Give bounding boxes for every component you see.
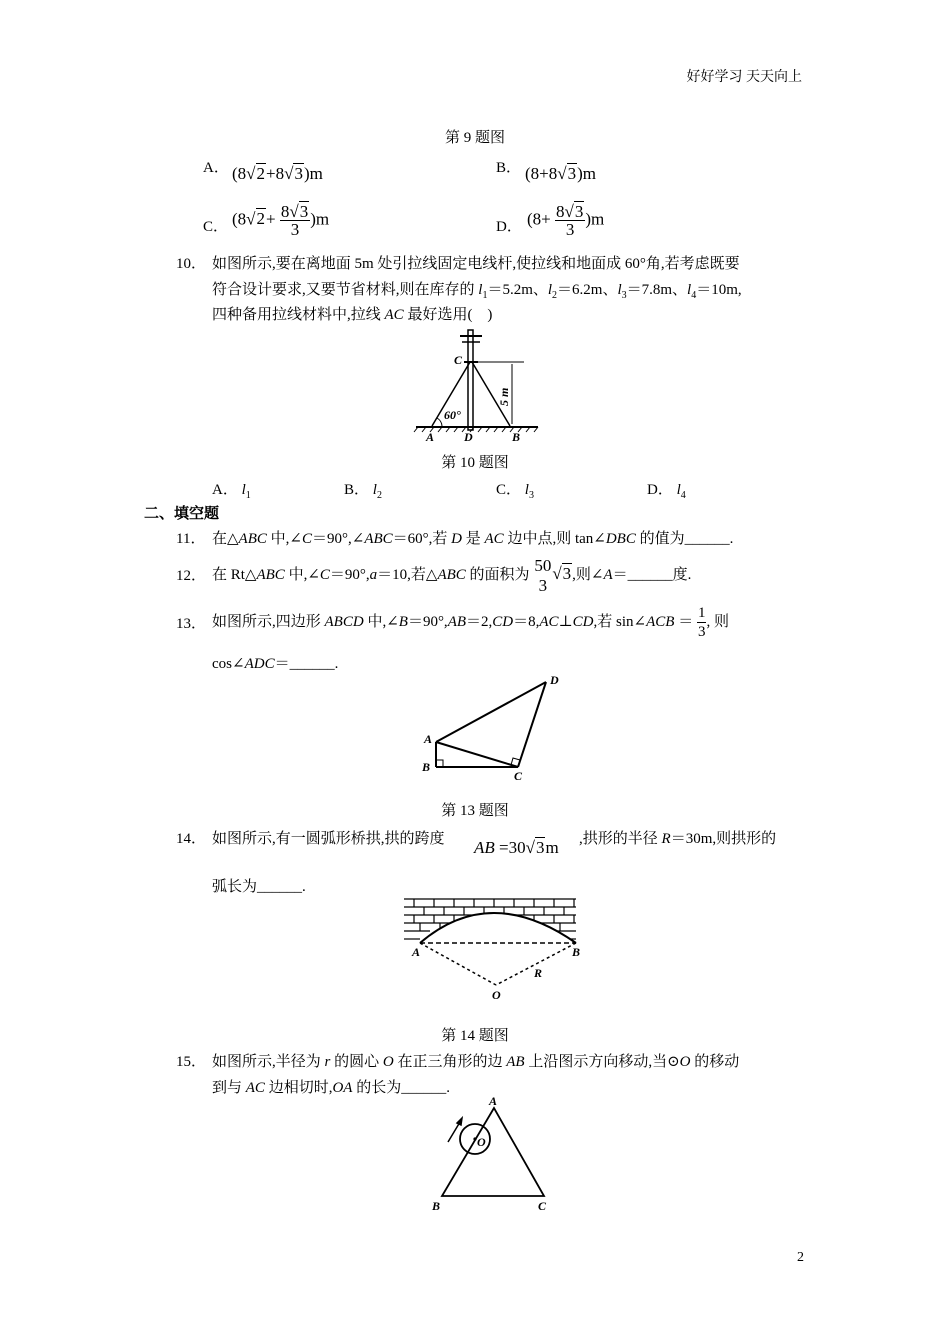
q9-option-c: (8√2+ $\frac{8√3}{3}$ )m [232, 202, 330, 239]
q9-option-d: (8+ $\frac{8√3}{3}$ )m [527, 202, 605, 239]
q9-option-a: (8√2+8√3)m [232, 164, 323, 183]
label-b: B [572, 945, 581, 959]
q10-line3: 四种备用拉线材料中,拉线 AC 最好选用( ) [212, 307, 493, 323]
label-a: A [426, 430, 435, 444]
label-o: O [492, 988, 501, 1002]
q13-caption: 第 13 题图 [441, 803, 509, 819]
arch [420, 913, 576, 943]
q14-span: AB =30√3m [474, 838, 559, 857]
q9-option-b-label: B． [496, 160, 522, 176]
triangle [442, 1108, 544, 1196]
right-angle-b [436, 760, 443, 767]
q15-figure [428, 1094, 558, 1214]
q13-figure [418, 672, 568, 787]
q13-line2: cos∠ADC＝______. [212, 656, 339, 672]
q10-line1: 如图所示,要在离地面 5m 处引拉线固定电线杆,使拉线和地面成 60°角,若考虑既要 [212, 256, 740, 272]
q13-number: 13． [176, 616, 207, 632]
label-d: D [550, 673, 559, 687]
q10-figure [412, 326, 542, 446]
label-b: B [422, 760, 431, 774]
label-c: C [538, 1199, 547, 1213]
q9-caption: 第 9 题图 [444, 130, 505, 146]
label-o: O [477, 1135, 486, 1149]
page-header: 好好学习 天天向上 [686, 70, 802, 85]
label-b: B [432, 1199, 441, 1213]
label-d: D [464, 430, 473, 444]
q10-line2: 符合设计要求,又要节省材料,则在库存的 $l_1=5.2m$、$l_2=6.2m$、$l_3=7.8m$、$l_4=10m$, [212, 282, 742, 301]
q14-caption: 第 14 题图 [441, 1028, 509, 1044]
label-c: C [514, 769, 523, 783]
label-a: A [424, 732, 433, 746]
radius-oa [420, 943, 496, 985]
q11-number: 11． [176, 531, 206, 547]
label-a: A [489, 1094, 498, 1108]
q12-number: 12． [176, 568, 207, 584]
pole [460, 330, 482, 430]
q10-number: 10． [176, 256, 207, 272]
q13-text: 如图所示,四边形 ABCD 中,∠B＝90°,AB＝2,CD＝8,AC⊥CD,若 sin∠ACB ＝ $\frac{1}{3}$ , 则 [212, 605, 729, 641]
q15-line2: 到与 AC 边相切时,OA 的长为______. [212, 1080, 450, 1096]
q10-option-a: A． $l_1$ [212, 482, 251, 501]
q11-text: 在△ABC 中,∠C＝90°,∠ABC＝60°,若 D 是 AC 边中点,则 tan∠DBC 的值为______. [212, 531, 734, 547]
section-title: 二、填空题 [144, 506, 220, 522]
angle-arc [437, 418, 442, 426]
q15-number: 15． [176, 1054, 207, 1070]
q10-option-d: D． $l_4$ [647, 482, 686, 501]
q14-figure [400, 893, 580, 1003]
q9-option-b: (8+8√3)m [525, 164, 596, 183]
label-r: R [534, 966, 543, 980]
q14-text-a: 如图所示,有一圆弧形桥拱,拱的跨度 [212, 831, 445, 847]
label-a: A [412, 945, 421, 959]
page-number: 2 [797, 1250, 804, 1265]
q9-option-d-label: D． [496, 219, 522, 235]
label-c: C [454, 353, 463, 367]
q14-line2: 弧长为______. [212, 879, 306, 895]
q12-text: 在 Rt△ABC 中,∠C＝90°,a＝10,若△ABC 的面积为 50 3 √3,则∠A＝______度. [212, 555, 692, 595]
q14-text-b: ,拱形的半径 R＝30m,则拱形的 [579, 831, 777, 847]
q14-number: 14． [176, 831, 207, 847]
q15-line1: 如图所示,半径为 r 的圆心 O 在正三角形的边 AB 上沿图示方向移动,当⊙O 的移动 [212, 1054, 740, 1070]
label-b: B [512, 430, 521, 444]
q9-option-a-label: A． [203, 160, 229, 176]
q10-caption: 第 10 题图 [441, 455, 509, 471]
side-ac [436, 742, 518, 767]
label-angle: 60° [444, 408, 461, 422]
q10-option-b: B． $l_2$ [344, 482, 382, 501]
label-height: 5 m [497, 387, 511, 406]
q10-option-c: C． $l_3$ [496, 482, 534, 501]
q9-option-c-label: C． [203, 219, 229, 235]
